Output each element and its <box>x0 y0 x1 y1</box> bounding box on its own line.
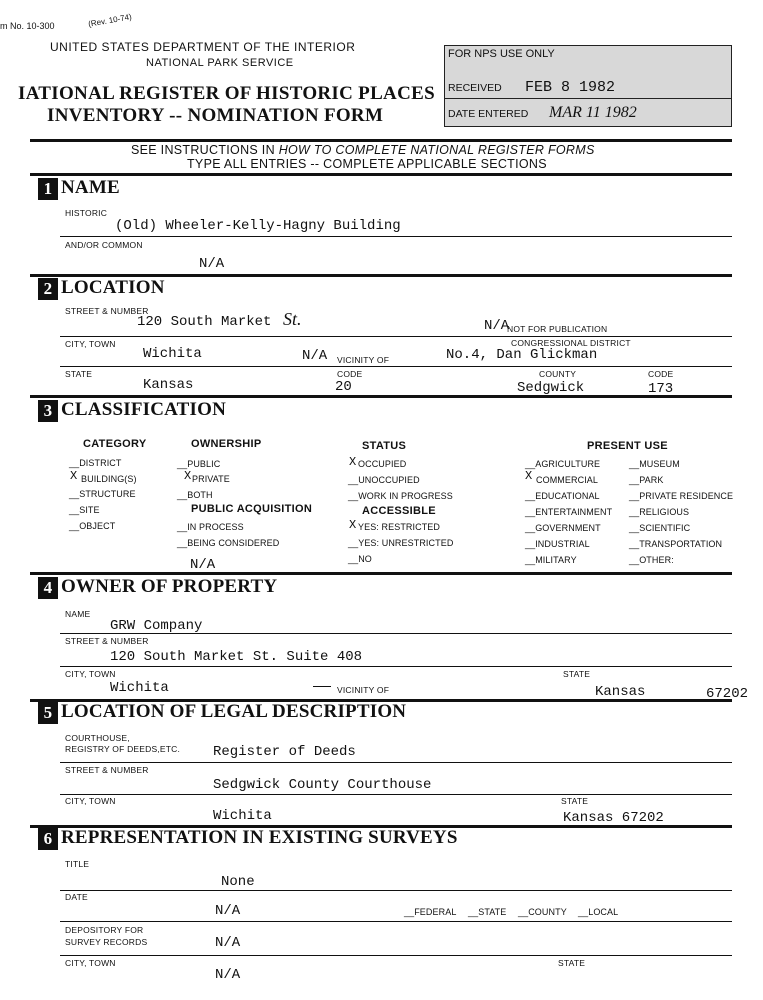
occupied-x-mark: X <box>349 455 357 469</box>
section-3-heading: 3 CLASSIFICATION <box>38 399 226 422</box>
form-number: m No. 10-300 <box>0 21 55 31</box>
use-transportation: __TRANSPORTATION <box>629 539 723 549</box>
received-label: RECEIVED <box>448 82 502 94</box>
ownership-public: __PUBLIC <box>177 459 221 469</box>
instructions-line-1: SEE INSTRUCTIONS IN HOW TO COMPLETE NATIONAL REGISTER FORMS <box>131 143 595 157</box>
public-acquisition-header: PUBLIC ACQUISITION <box>191 503 313 515</box>
survey-date-label: DATE <box>65 892 88 902</box>
category-site: __SITE <box>69 505 100 515</box>
legal-city-label: CITY, TOWN <box>65 796 116 806</box>
private-x-mark: X <box>184 469 192 483</box>
category-header: CATEGORY <box>83 438 147 450</box>
use-entertainment: __ENTERTAINMENT <box>525 507 613 517</box>
use-agriculture: __AGRICULTURE <box>525 459 601 469</box>
vicinity-label: VICINITY OF <box>337 355 390 365</box>
owner-name-label: NAME <box>65 609 91 619</box>
historic-label: HISTORIC <box>65 208 108 218</box>
courthouse-label: COURTHOUSE, <box>65 733 130 743</box>
section-4-heading: 4 OWNER OF PROPERTY <box>38 576 277 599</box>
commercial-x-mark: X <box>525 469 533 483</box>
owner-street-value: 120 South Market St. Suite 408 <box>110 649 363 665</box>
use-scientific: __SCIENTIFIC <box>629 523 691 533</box>
status-occupied: OCCUPIED <box>358 459 407 469</box>
level-county: __COUNTY <box>518 907 567 917</box>
common-name-value: N/A <box>199 256 225 272</box>
nps-use-box <box>444 45 732 127</box>
use-religious: __RELIGIOUS <box>629 507 690 517</box>
street-number-label: STREET & NUMBER <box>65 306 149 316</box>
use-private-residence: __PRIVATE RESIDENCE <box>629 491 734 501</box>
state-code-value: 20 <box>335 379 352 395</box>
nps-box-title: FOR NPS USE ONLY <box>448 48 555 60</box>
owner-state-label: STATE <box>563 669 591 679</box>
restricted-x-mark: X <box>349 518 357 532</box>
not-for-publication-label: NOT FOR PUBLICATION <box>507 324 608 334</box>
date-entered-stamp: MAR 11 1982 <box>549 104 637 121</box>
legal-state-value: Kansas 67202 <box>563 810 664 826</box>
street-value: 120 South Market <box>137 314 272 330</box>
form-title: INVENTORY -- NOMINATION FORM <box>47 105 384 126</box>
category-structure: __STRUCTURE <box>69 489 136 499</box>
legal-state-label: STATE <box>561 796 589 806</box>
congressional-district-value: No.4, Dan Glickman <box>446 347 598 363</box>
owner-zip-value: 67202 <box>706 686 749 702</box>
depository-label-2: SURVEY RECORDS <box>65 937 148 947</box>
registry-value: Register of Deeds <box>213 744 356 760</box>
present-use-header: PRESENT USE <box>587 440 668 452</box>
common-name-label: AND/OR COMMON <box>65 240 143 250</box>
state-value: Kansas <box>143 377 194 393</box>
legal-street-value: Sedgwick County Courthouse <box>213 777 432 793</box>
city-value: Wichita <box>143 346 202 362</box>
survey-date-value: N/A <box>215 903 241 919</box>
survey-state-label: STATE <box>558 958 586 968</box>
received-stamp: FEB 8 1982 <box>525 79 616 96</box>
status-header: STATUS <box>362 440 407 452</box>
acquisition-value: N/A <box>190 557 216 573</box>
survey-title-label: TITLE <box>65 859 90 869</box>
owner-name-value: GRW Company <box>110 618 203 634</box>
county-code-value: 173 <box>648 381 674 397</box>
ownership-both: __BOTH <box>177 490 213 500</box>
use-commercial: COMMERCIAL <box>536 475 599 485</box>
section-5-heading: 5 LOCATION OF LEGAL DESCRIPTION <box>38 701 406 724</box>
service-title: NATIONAL PARK SERVICE <box>146 57 294 69</box>
category-object: __OBJECT <box>69 521 116 531</box>
use-museum: __MUSEUM <box>629 459 680 469</box>
congressional-district-label: CONGRESSIONAL DISTRICT <box>511 338 631 348</box>
level-state: __STATE <box>468 907 507 917</box>
category-district: __DISTRICT <box>69 458 122 468</box>
owner-state-value: Kansas <box>595 684 646 700</box>
status-unoccupied: __UNOCCUPIED <box>348 475 420 485</box>
status-work-in-progress: __WORK IN PROGRESS <box>348 491 453 501</box>
vicinity-value: N/A <box>302 348 328 364</box>
use-industrial: __INDUSTRIAL <box>525 539 590 549</box>
access-yes-restricted: YES: RESTRICTED <box>358 522 441 532</box>
use-educational: __EDUCATIONAL <box>525 491 600 501</box>
historic-name-value: (Old) Wheeler-Kelly-Hagny Building <box>115 218 401 234</box>
not-for-publication-value: N/A <box>484 318 510 334</box>
ownership-private: PRIVATE <box>192 474 230 484</box>
acquisition-in-process: __IN PROCESS <box>177 522 244 532</box>
legal-street-label: STREET & NUMBER <box>65 765 149 775</box>
ownership-header: OWNERSHIP <box>191 438 262 450</box>
owner-city-value: Wichita <box>110 680 169 696</box>
county-code-label: CODE <box>648 369 674 379</box>
instructions-line-2: TYPE ALL ENTRIES -- COMPLETE APPLICABLE SECTIONS <box>187 157 547 171</box>
date-entered-label: DATE ENTERED <box>448 108 529 120</box>
registry-label: REGISTRY OF DEEDS,ETC. <box>65 744 181 754</box>
county-label: COUNTY <box>539 369 577 379</box>
survey-title-value: None <box>221 874 255 890</box>
use-government: __GOVERNMENT <box>525 523 601 533</box>
county-value: Sedgwick <box>517 380 585 396</box>
state-code-label: CODE <box>337 369 363 379</box>
access-yes-unrestricted: __YES: UNRESTRICTED <box>348 538 454 548</box>
street-handwritten-suffix: St. <box>283 309 302 329</box>
owner-city-label: CITY, TOWN <box>65 669 116 679</box>
level-federal: __FEDERAL <box>404 907 457 917</box>
section-6-heading: 6 REPRESENTATION IN EXISTING SURVEYS <box>38 827 458 850</box>
owner-vicinity-label: VICINITY OF <box>337 685 390 695</box>
level-local: __LOCAL <box>578 907 619 917</box>
access-no: __NO <box>348 554 372 564</box>
survey-city-value: N/A <box>215 967 241 983</box>
legal-city-value: Wichita <box>213 808 272 824</box>
section-1-heading: 1 NAME <box>38 177 120 200</box>
register-title: IATIONAL REGISTER OF HISTORIC PLACES <box>18 83 435 104</box>
use-other: __OTHER: <box>629 555 674 565</box>
acquisition-being-considered: __BEING CONSIDERED <box>177 538 280 548</box>
owner-street-label: STREET & NUMBER <box>65 636 149 646</box>
accessible-header: ACCESSIBLE <box>362 505 436 517</box>
form-revision: (Rev. 10-74) <box>87 12 133 29</box>
depository-value: N/A <box>215 935 241 951</box>
use-park: __PARK <box>629 475 664 485</box>
use-military: __MILITARY <box>525 555 577 565</box>
state-label: STATE <box>65 369 93 379</box>
survey-city-label: CITY, TOWN <box>65 958 116 968</box>
city-town-label: CITY, TOWN <box>65 339 116 349</box>
category-building: BUILDING(S) <box>81 474 137 484</box>
depository-label-1: DEPOSITORY FOR <box>65 925 144 935</box>
department-title: UNITED STATES DEPARTMENT OF THE INTERIOR <box>50 40 356 54</box>
section-2-heading: 2 LOCATION <box>38 277 165 300</box>
building-x-mark: X <box>70 469 78 483</box>
